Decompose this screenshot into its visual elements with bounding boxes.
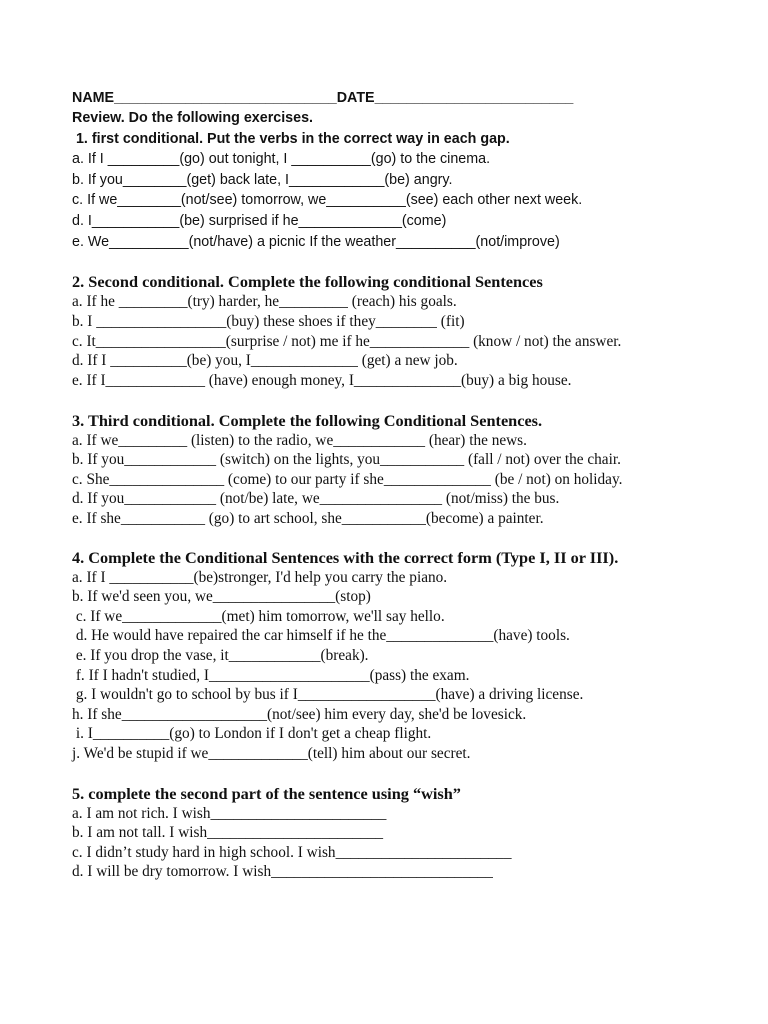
- section-4-item-e: e. If you drop the vase, it____________(break).: [72, 647, 369, 664]
- section-2-item-b: b. I _________________(buy) these shoes if they________ (fit): [72, 313, 465, 330]
- section-4-item-a: a. If I ___________(be)stronger, I'd help you carry the piano.: [72, 569, 448, 586]
- section-2-item-c: c. It_________________(surprise / not) me if he_____________ (know / not) the answer.: [72, 333, 622, 350]
- section-3-item-e: e. If she___________ (go) to art school, she___________(become) a painter.: [72, 510, 544, 527]
- section-5-item-b: b. I am not tall. I wish_______________________: [72, 824, 384, 841]
- section-5-item-a: a. I am not rich. I wish_______________________: [72, 805, 387, 822]
- section-2-item-a: a. If he _________(try) harder, he_________ (reach) his goals.: [72, 293, 457, 310]
- section-4-item-d: d. He would have repaired the car himself if he the______________(have) tools.: [72, 627, 570, 644]
- section-3-item-d: d. If you____________ (not/be) late, we________________ (not/miss) the bus.: [72, 490, 560, 507]
- section-3-item-c: c. She_______________ (come) to our party if she______________ (be / not) on holiday.: [72, 471, 623, 488]
- section-2-item-e: e. If I_____________ (have) enough money, I______________(buy) a big house.: [72, 372, 572, 389]
- section-4-item-c: c. If we_____________(met) him tomorrow, we'll say hello.: [72, 608, 445, 625]
- section-1-item-a: a. If I _________(go) out tonight, I __________(go) to the cinema.: [72, 151, 491, 167]
- section-4-item-b: b. If we'd seen you, we________________(stop): [72, 588, 371, 605]
- section-4-item-j: j. We'd be stupid if we_____________(tell) him about our secret.: [72, 745, 471, 762]
- section-3-item-a: a. If we_________ (listen) to the radio, we____________ (hear) the news.: [72, 432, 527, 449]
- section-4-item-f: f. If I hadn't studied, I_____________________(pass) the exam.: [72, 667, 470, 684]
- section-4-item-h: h. If she___________________(not/see) him every day, she'd be lovesick.: [72, 706, 527, 723]
- section-1-item-c: c. If we________(not/see) tomorrow, we__________(see) each other next week.: [72, 192, 583, 208]
- section-5-item-d: d. I will be dry tomorrow. I wish_____________________________: [72, 863, 493, 880]
- section-5-item-c: c. I didn’t study hard in high school. I wish_______________________: [72, 844, 512, 861]
- section-3-title: 3. Third conditional. Complete the following Conditional Sentences.: [72, 411, 543, 430]
- section-3-item-b: b. If you____________ (switch) on the lights, you___________ (fall / not) over the chair.: [72, 451, 621, 468]
- section-1-title: 1. first conditional. Put the verbs in the correct way in each gap.: [72, 131, 510, 147]
- section-2-item-d: d. If I __________(be) you, I______________ (get) a new job.: [72, 352, 458, 369]
- section-1-item-b: b. If you________(get) back late, I____________(be) angry.: [72, 172, 453, 188]
- section-5-title: 5. complete the second part of the sentence using “wish”: [72, 784, 461, 803]
- section-4-item-i: i. I__________(go) to London if I don't get a cheap flight.: [72, 725, 432, 742]
- section-4-title: 4. Complete the Conditional Sentences with the correct form (Type I, II or III).: [72, 548, 619, 567]
- review-instruction: Review. Do the following exercises.: [72, 110, 314, 126]
- section-1-item-e: e. We__________(not/have) a picnic If the weather__________(not/improve): [72, 234, 560, 250]
- section-4-item-g: g. I wouldn't go to school by bus if I__________________(have) a driving license.: [72, 686, 584, 703]
- name-date-line: NAME____________________________DATE_________________________: [72, 90, 574, 106]
- section-2-title: 2. Second conditional. Complete the following conditional Sentences: [72, 272, 543, 291]
- section-1-item-d: d. I___________(be) surprised if he_____________(come): [72, 213, 447, 229]
